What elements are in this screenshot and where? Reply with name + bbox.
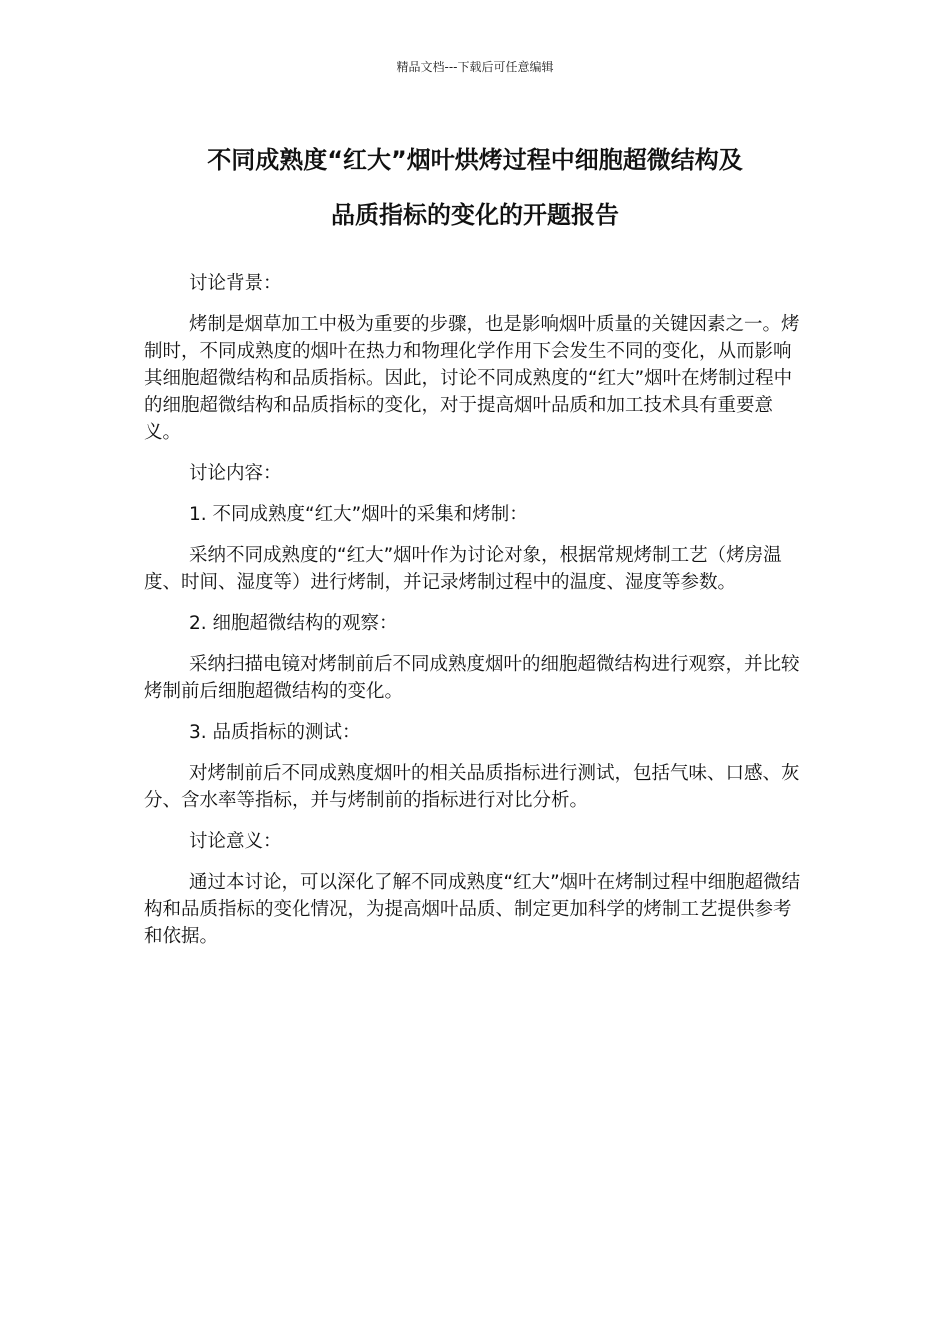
subheading-quality-test: 3. 品质指标的测试： — [189, 722, 361, 743]
document-body — [144, 270, 804, 964]
section-heading-significance: 讨论意义： — [189, 831, 282, 852]
header-note: 精品文档---下载后可任意编辑 — [396, 60, 554, 74]
subheading-collection: 1. 不同成熟度“红大”烟叶的采集和烤制： — [189, 504, 528, 525]
subheading-ultrastructure: 2. 细胞超微结构的观察： — [189, 613, 398, 634]
paragraph-collection: 采纳不同成熟度的“红大”烟叶作为讨论对象，根据常规烤制工艺（烤房温度、时间、湿度等）进行烤制，并记录烤制过程中的温度、湿度等参数。 — [144, 545, 782, 593]
section-heading-content: 讨论内容： — [189, 463, 282, 484]
paragraph-background: 烤制是烟草加工中极为重要的步骤，也是影响烟叶质量的关键因素之一。烤制时，不同成熟度的烟叶在热力和物理化学作用下会发生不同的变化，从而影响其细胞超微结构和品质指标。因此，讨论不同成熟度的“红大”烟叶在烤制过程中的细胞超微结构和品质指标的变化，对于提高烟叶品质和加工技术具有重要意义。 — [144, 314, 800, 443]
section-heading-background: 讨论背景： — [189, 273, 282, 294]
paragraph-ultrastructure: 采纳扫描电镜对烤制前后不同成熟度烟叶的细胞超微结构进行观察，并比较烤制前后细胞超微结构的变化。 — [144, 654, 800, 702]
document-title-line-1: 不同成熟度“红大”烟叶烘烤过程中细胞超微结构及 — [207, 146, 743, 174]
paragraph-quality-test: 对烤制前后不同成熟度烟叶的相关品质指标进行测试，包括气味、口感、灰分、含水率等指标，并与烤制前的指标进行对比分析。 — [144, 763, 800, 811]
paragraph-significance: 通过本讨论，可以深化了解不同成熟度“红大”烟叶在烤制过程中细胞超微结构和品质指标的变化情况，为提高烟叶品质、制定更加科学的烤制工艺提供参考和依据。 — [144, 872, 801, 947]
document-title-line-2: 品质指标的变化的开题报告 — [331, 201, 619, 229]
